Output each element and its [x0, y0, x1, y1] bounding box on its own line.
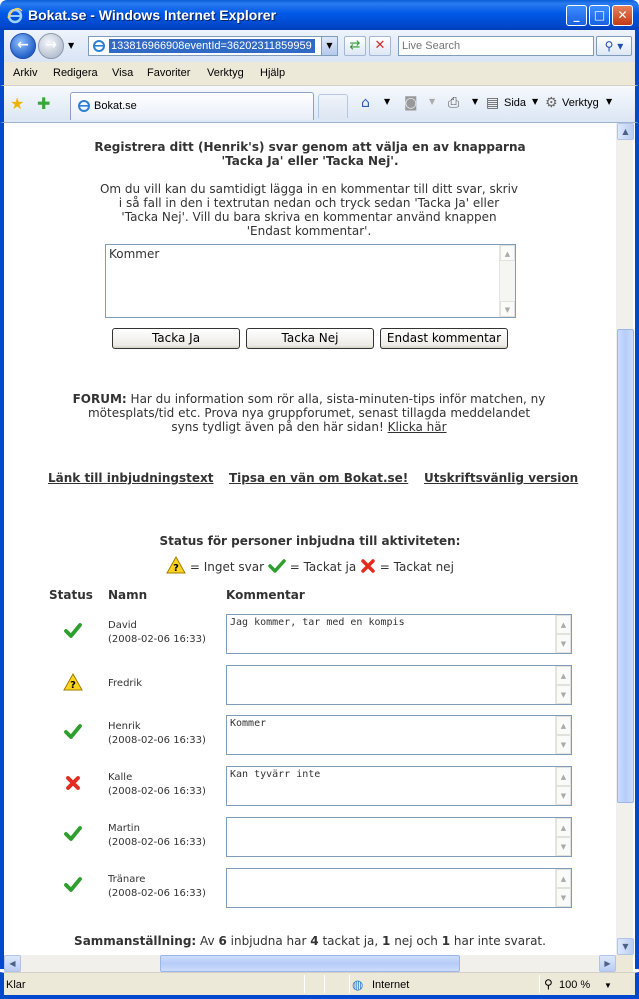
print-version-link[interactable]: Utskriftsvänlig version: [424, 471, 579, 485]
menu-arkiv[interactable]: Arkiv: [13, 67, 38, 79]
menu-hjalp[interactable]: Hjälp: [260, 67, 286, 79]
search-button[interactable]: ⚲ ▾: [596, 36, 632, 56]
tab-bokat[interactable]: [70, 92, 314, 120]
search-input[interactable]: [399, 37, 593, 55]
comment-only-button[interactable]: Endast kommentar: [380, 328, 508, 349]
tools-gear-icon: ⚙: [545, 95, 558, 111]
address-bar: [0, 30, 639, 62]
page-menu[interactable]: Sida: [504, 97, 527, 109]
scroll-up-icon[interactable]: ▲: [556, 767, 571, 786]
check-icon: [268, 558, 286, 574]
forum-link[interactable]: Klicka här: [387, 420, 447, 434]
invitation-text-link[interactable]: Länk till inbjudningstext: [48, 471, 214, 485]
invitee-comment[interactable]: [226, 868, 572, 908]
comment-scrollbar[interactable]: [555, 767, 571, 805]
ie-logo-icon: [6, 6, 24, 24]
invitee-name: Fredrik: [108, 678, 143, 689]
add-favorite-icon[interactable]: ✚: [37, 94, 51, 113]
invitee-name: David (2008-02-06 16:33): [108, 620, 206, 645]
status-heading: Status för personer inbjudna till aktiviteten:: [159, 534, 461, 548]
invitee-name: Henrik (2008-02-06 16:33): [108, 721, 206, 746]
invitee-timestamp: (2008-02-06 16:33): [108, 837, 206, 848]
tab-label: Bokat.se: [94, 100, 137, 112]
page-icon: ▤: [486, 95, 500, 111]
scroll-down-icon[interactable]: ▼: [556, 735, 571, 754]
invitee-name: Kalle (2008-02-06 16:33): [108, 772, 206, 797]
tab-bar: [0, 86, 639, 123]
zone-text: Internet: [372, 979, 410, 991]
cross-icon: [63, 773, 83, 793]
invitee-timestamp: (2008-02-06 16:33): [108, 786, 206, 797]
scroll-up-icon[interactable]: ▲: [556, 615, 571, 634]
tools-dropdown-icon[interactable]: ▼: [606, 97, 613, 106]
status-legend: ? = Inget svar = Tackat ja = Tackat nej: [4, 556, 616, 574]
stop-icon[interactable]: ✕: [369, 36, 391, 56]
invitee-comment[interactable]: [226, 817, 572, 857]
scroll-down-icon[interactable]: ▼: [556, 888, 571, 907]
menu-visa[interactable]: Visa: [112, 67, 134, 79]
zoom-level[interactable]: 100 %: [559, 979, 591, 991]
history-dropdown-icon[interactable]: ▼: [68, 41, 75, 50]
forward-button[interactable]: →: [38, 33, 64, 59]
comment-scrollbar[interactable]: [555, 615, 571, 653]
scroll-up-icon[interactable]: ▲: [556, 716, 571, 735]
status-text: Klar: [6, 979, 26, 991]
scroll-right-arrow-icon[interactable]: ▶: [599, 955, 616, 972]
invitee-timestamp: (2008-02-06 16:33): [108, 888, 206, 899]
print-icon[interactable]: ⎙: [448, 95, 460, 111]
scroll-up-arrow-icon[interactable]: ▲: [617, 123, 634, 140]
horizontal-scrollbar[interactable]: [4, 955, 616, 972]
comment-scrollbar[interactable]: [499, 245, 515, 317]
scroll-down-icon[interactable]: ▼: [556, 837, 571, 856]
cross-icon: [360, 558, 376, 574]
comment-scrollbar[interactable]: [555, 666, 571, 704]
zoom-icon: ⚲: [544, 977, 553, 991]
column-status: Status: [49, 588, 93, 602]
scroll-up-icon[interactable]: ▲: [556, 818, 571, 837]
check-icon: [63, 824, 83, 844]
invitee-comment[interactable]: [226, 665, 572, 705]
scroll-up-icon[interactable]: ▲: [556, 869, 571, 888]
zoom-dropdown-icon[interactable]: ▼: [604, 981, 612, 990]
intro-text: Om du vill kan du samtidigt lägga in en kommentar till ditt svar, skriv i så fall in den i textrutan nedan och tryck sedan 'Tacka Ja' eller 'Tacka Nej'. Vill du bara skriva en kommentar använd knappen 'Endast kommentar'.: [99, 182, 519, 238]
refresh-icon[interactable]: ⇄: [344, 36, 366, 56]
print-dropdown-icon[interactable]: ▼: [472, 97, 479, 106]
home-dropdown-icon[interactable]: ▼: [384, 97, 391, 106]
column-name: Namn: [108, 588, 148, 602]
warning-icon: [63, 672, 83, 692]
page-content: [4, 123, 616, 955]
address-dropdown-icon[interactable]: ▼: [321, 37, 337, 55]
invitee-comment[interactable]: [226, 715, 572, 755]
invitee-comment[interactable]: [226, 766, 572, 806]
tools-menu[interactable]: Verktyg: [562, 97, 599, 109]
svg-text:?: ?: [70, 680, 76, 691]
svg-text:?: ?: [173, 563, 179, 574]
vertical-scroll-thumb[interactable]: [617, 329, 634, 803]
warning-icon: [166, 556, 186, 574]
comment-scrollbar[interactable]: [555, 818, 571, 856]
back-button[interactable]: ←: [10, 33, 36, 59]
maximize-button[interactable]: □: [589, 5, 610, 26]
scroll-up-icon[interactable]: ▲: [556, 666, 571, 685]
globe-icon: ◍: [352, 977, 364, 992]
check-icon: [63, 621, 83, 641]
menu-redigera[interactable]: Redigera: [53, 67, 98, 79]
page-heading: Registrera ditt (Henrik's) svar genom att välja en av knapparna 'Tacka Ja' eller 'Tacka Nej'.: [94, 140, 526, 168]
address-url: 133816966908eventId=36202311859959: [109, 39, 315, 53]
scroll-down-icon[interactable]: ▼: [556, 685, 571, 704]
favorites-star-icon[interactable]: ★: [10, 94, 25, 113]
search-box[interactable]: [398, 36, 594, 56]
check-icon: [63, 722, 83, 742]
comment-scrollbar[interactable]: [555, 716, 571, 754]
forum-notice: FORUM: Har du information som rör alla, sista-minuten-tips inför matchen, ny mötesplats/tid etc. Prova nya gruppforumet, senast tillagda meddelandet syns tydligt även på den här sidan! Klicka här: [72, 392, 546, 434]
scroll-down-icon[interactable]: ▼: [556, 786, 571, 805]
title-bar: [0, 0, 639, 30]
comment-scrollbar[interactable]: [555, 869, 571, 907]
invitee-timestamp: (2008-02-06 16:33): [108, 634, 206, 645]
page-dropdown-icon[interactable]: ▼: [532, 97, 539, 106]
menu-favoriter[interactable]: Favoriter: [147, 67, 191, 79]
page-ie-icon: [92, 39, 106, 53]
invitee-comment[interactable]: [226, 614, 572, 654]
check-icon: [63, 875, 83, 895]
scroll-corner: [616, 955, 633, 972]
search-icon: ⚲: [604, 39, 614, 53]
address-field[interactable]: [88, 36, 338, 56]
window-title: Bokat.se - Windows Internet Explorer: [28, 7, 277, 23]
decline-button[interactable]: Tacka Nej: [246, 328, 374, 349]
scroll-down-icon[interactable]: ▼: [500, 301, 515, 317]
home-icon[interactable]: ⌂: [361, 95, 370, 111]
menu-verktyg[interactable]: Verktyg: [207, 67, 244, 79]
feeds-icon[interactable]: ◙: [404, 95, 418, 111]
menu-bar: [0, 62, 639, 86]
accept-button[interactable]: Tacka Ja: [112, 328, 240, 349]
column-comment: Kommentar: [226, 588, 305, 602]
summary: Sammanställning: Av 6 inbjudna har 4 tackat ja, 1 nej och 1 har inte svarat.: [74, 934, 546, 948]
invitee-timestamp: (2008-02-06 16:33): [108, 735, 206, 746]
invitee-name: Tränare (2008-02-06 16:33): [108, 874, 206, 899]
invitee-name: Martin (2008-02-06 16:33): [108, 823, 206, 848]
scroll-down-arrow-icon[interactable]: ▼: [617, 938, 634, 955]
my-comment-textarea[interactable]: [105, 244, 516, 318]
vertical-scrollbar[interactable]: [616, 123, 633, 955]
forum-label: FORUM:: [72, 392, 127, 406]
feeds-dropdown-icon[interactable]: ▼: [429, 97, 436, 106]
scroll-up-icon[interactable]: ▲: [500, 245, 515, 261]
scroll-down-icon[interactable]: ▼: [556, 634, 571, 653]
tip-friend-link[interactable]: Tipsa en vän om Bokat.se!: [229, 471, 409, 485]
minimize-button[interactable]: _: [566, 5, 587, 26]
new-tab-button[interactable]: [318, 94, 348, 118]
status-bar: [0, 972, 639, 999]
tab-ie-icon: [77, 99, 91, 113]
scroll-left-arrow-icon[interactable]: ◀: [4, 955, 21, 972]
close-window-button[interactable]: ✕: [612, 5, 633, 26]
horizontal-scroll-thumb[interactable]: [160, 955, 460, 972]
